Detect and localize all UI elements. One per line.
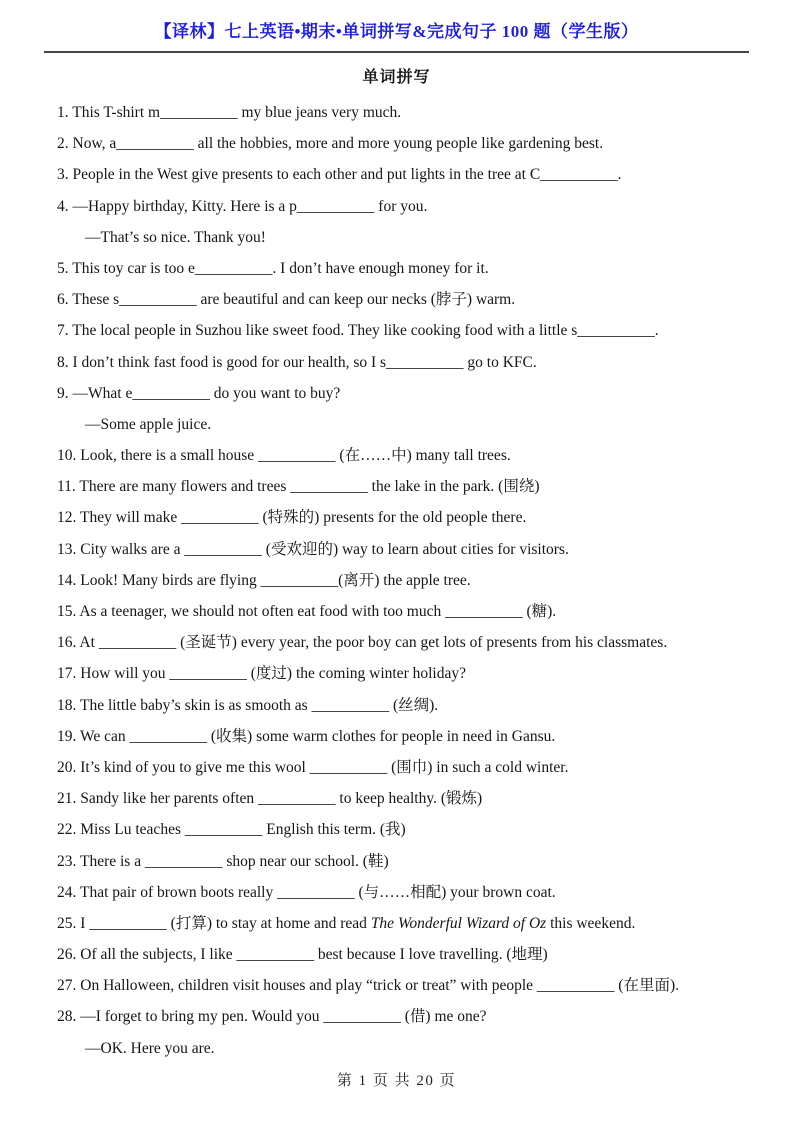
- question-line-22: 22. Miss Lu teaches __________ English this term. (我): [57, 821, 406, 839]
- question-line-14: 14. Look! Many birds are flying __________(离开) the apple tree.: [57, 571, 471, 589]
- question-line-23: 23. There is a __________ shop near our school. (鞋): [57, 852, 389, 870]
- page-number: 第 1 页 共 20 页: [336, 1073, 457, 1089]
- question-line-9: —Some apple juice.: [85, 415, 212, 433]
- question-line-25: [57, 908, 753, 939]
- question-line-17: 17. How will you __________ (度过) the coming winter holiday?: [57, 665, 466, 683]
- question-line-16: 16. At __________ (圣诞节) every year, the poor boy can get lots of presents from his classmates.: [57, 634, 668, 652]
- question-line-4: —That’s so nice. Thank you!: [85, 228, 266, 246]
- question-line-2: 2. Now, a__________ all the hobbies, more and more young people like gardening best.: [57, 135, 604, 153]
- question-line-4: 4. —Happy birthday, Kitty. Here is a p__________ for you.: [57, 197, 428, 215]
- question-line-12: 12. They will make __________ (特殊的) presents for the old people there.: [57, 509, 527, 527]
- question-list: [0, 97, 793, 1064]
- question-line-19: 19. We can __________ (收集) some warm clothes for people in need in Gansu.: [57, 727, 556, 745]
- book-title-italic: The Wonderful Wizard of Oz: [370, 914, 547, 932]
- document-title: 【译林】七上英语•期末•单词拼写&完成句子 100 题（学生版）: [154, 22, 639, 41]
- question-line-10: 10. Look, there is a small house __________ (在……中) many tall trees.: [57, 447, 511, 465]
- question-line-7: 7. The local people in Suzhou like sweet food. They like cooking food with a little s__________.: [57, 322, 659, 340]
- question-text: 25. I __________ (打算) to stay at home and read: [57, 914, 371, 932]
- question-line-28: —OK. Here you are.: [85, 1039, 215, 1057]
- question-line-11: 11. There are many flowers and trees __________ the lake in the park. (围绕): [57, 478, 540, 496]
- question-line-27: 27. On Halloween, children visit houses and play “trick or treat” with people __________ (在里面).: [57, 977, 680, 995]
- question-line-18: 18. The little baby’s skin is as smooth as __________ (丝绸).: [57, 696, 439, 714]
- question-line-26: 26. Of all the subjects, I like __________ best because I love travelling. (地理): [57, 946, 548, 964]
- question-line-5: 5. This toy car is too e__________. I don’t have enough money for it.: [57, 259, 489, 277]
- question-line-6: 6. These s__________ are beautiful and can keep our necks (脖子) warm.: [57, 291, 516, 309]
- question-line-9: 9. —What e__________ do you want to buy?: [57, 384, 341, 402]
- section-title: 单词拼写: [362, 69, 431, 86]
- question-line-3: 3. People in the West give presents to each other and put lights in the tree at C__________.: [57, 166, 622, 184]
- question-line-1: 1. This T-shirt m__________ my blue jeans very much.: [57, 104, 402, 121]
- question-line-21: 21. Sandy like her parents often __________ to keep healthy. (锻炼): [57, 790, 483, 808]
- question-line-24: 24. That pair of brown boots really __________ (与……相配) your brown coat.: [57, 883, 556, 901]
- header-divider: [44, 51, 749, 53]
- question-line-20: 20. It’s kind of you to give me this wool __________ (围巾) in such a cold winter.: [57, 758, 569, 776]
- question-line-13: 13. City walks are a __________ (受欢迎的) way to learn about cities for visitors.: [57, 540, 569, 558]
- question-line-15: 15. As a teenager, we should not often eat food with too much __________ (糖).: [57, 603, 557, 620]
- question-line-8: 8. I don’t think fast food is good for our health, so I s__________ go to KFC.: [57, 353, 537, 371]
- question-line-28: 28. —I forget to bring my pen. Would you __________ (借) me one?: [57, 1008, 487, 1026]
- question-text: this weekend.: [546, 914, 636, 932]
